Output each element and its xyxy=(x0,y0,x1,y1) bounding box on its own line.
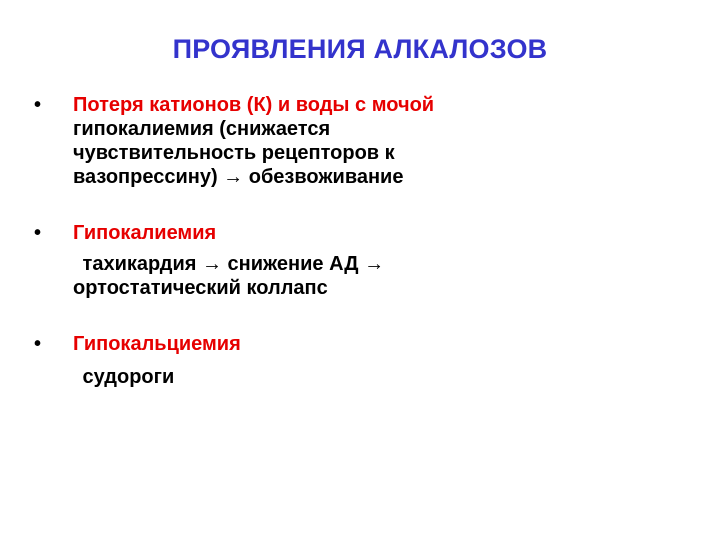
bullet-body xyxy=(73,252,686,300)
bullet-list xyxy=(36,93,686,389)
bullet-dot-icon: • xyxy=(34,94,42,116)
bullet-heading: Гипокальциемия xyxy=(73,333,241,355)
bullet-body xyxy=(73,365,686,389)
body-line: судороги xyxy=(77,366,175,388)
body-line: чувствительность рецепторов к xyxy=(73,142,395,164)
bullet-dot-icon: • xyxy=(34,333,42,355)
bullet-item-cation-loss xyxy=(36,93,686,189)
bullet-dot-icon: • xyxy=(34,222,42,244)
bullet-item-hypokalemia xyxy=(36,221,686,300)
bullet-body xyxy=(73,117,686,189)
slide-title: ПРОЯВЛЕНИЯ АЛКАЛОЗОВ xyxy=(172,34,548,64)
body-line: тахикардия → снижение АД → xyxy=(77,253,385,275)
bullet-item-hypocalcemia xyxy=(36,332,686,389)
bullet-heading: Гипокалиемия xyxy=(73,222,217,244)
body-line: вазопрессину) → обезвоживание xyxy=(73,166,404,188)
body-line: ортостатический коллапс xyxy=(73,277,328,299)
body-line: гипокалиемия (снижается xyxy=(73,118,331,140)
bullet-heading: Потеря катионов (К) и воды с мочой xyxy=(73,94,435,116)
